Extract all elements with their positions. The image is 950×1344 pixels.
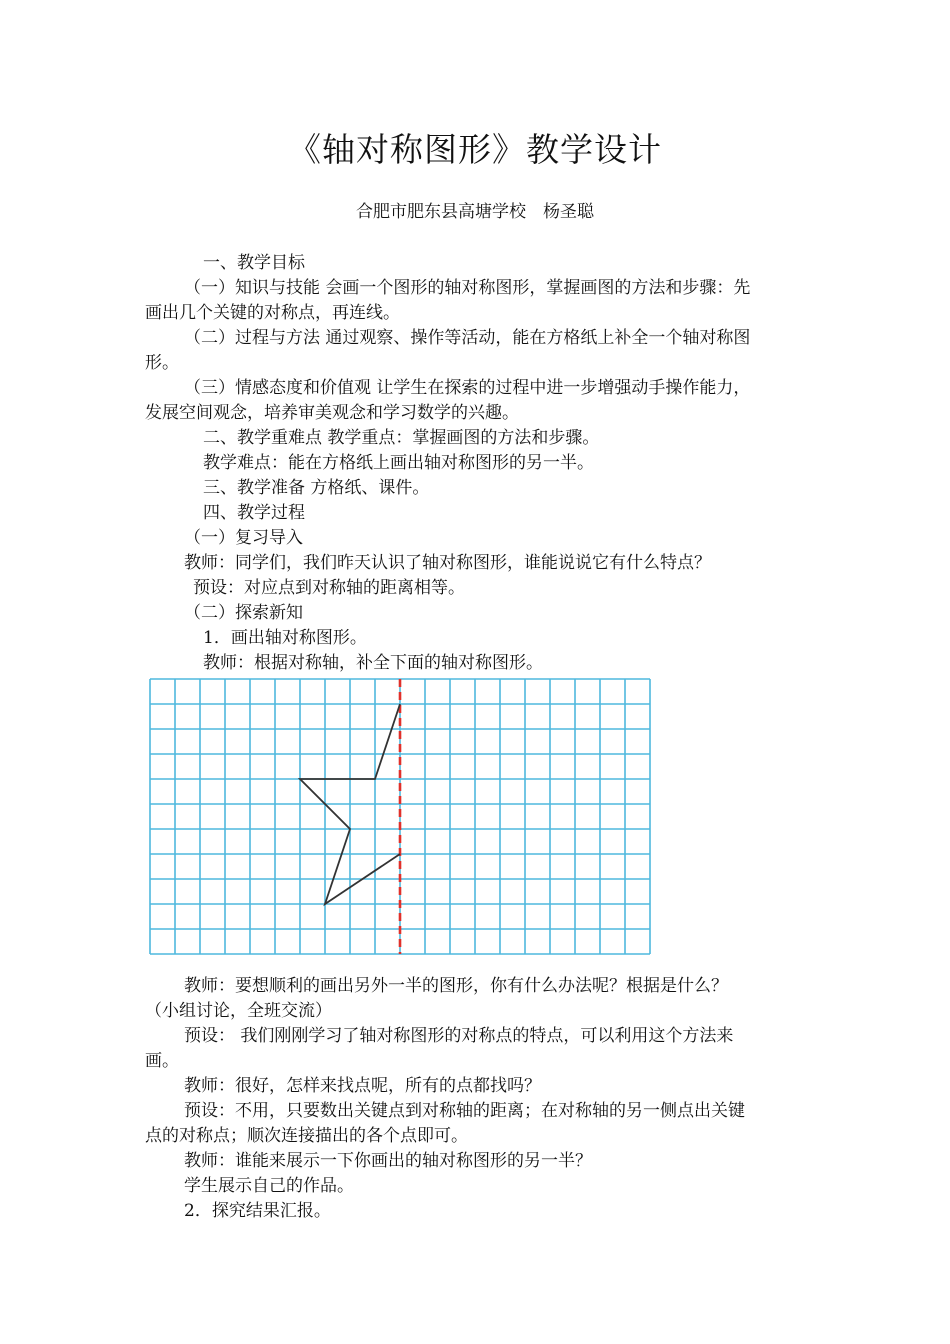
document-author: 合肥市肥东县高塘学校 杨圣聪	[356, 202, 594, 222]
text-line: （二）过程与方法 通过观察、操作等活动，能在方格纸上补全一个轴对称图	[184, 328, 751, 348]
text-line: （一）复习导入	[184, 528, 303, 548]
text-line: 二、教学重难点 教学重点：掌握画图的方法和步骤。	[203, 428, 600, 448]
text-line: 形。	[145, 353, 179, 373]
text-line: 1．画出轴对称图形。	[203, 628, 367, 648]
text-line: 预设： 我们刚刚学习了轴对称图形的对称点的特点，可以利用这个方法来	[184, 1026, 734, 1046]
text-line: 一、教学目标	[203, 253, 305, 273]
text-line: 教师：要想顺利的画出另外一半的图形，你有什么办法呢？根据是什么？	[184, 976, 728, 996]
text-line: （一）知识与技能 会画一个图形的轴对称图形，掌握画图的方法和步骤：先	[184, 278, 751, 298]
text-line: （三）情感态度和价值观 让学生在探索的过程中进一步增强动手操作能力，	[184, 378, 751, 398]
text-line: 画出几个关键的对称点，再连线。	[145, 303, 400, 323]
text-line: 教师：很好，怎样来找点呢，所有的点都找吗？	[184, 1076, 541, 1096]
document-title: 《轴对称图形》教学设计	[288, 130, 662, 169]
text-line: 2．探究结果汇报。	[184, 1201, 331, 1221]
grid-svg	[149, 678, 651, 956]
text-line: 三、教学准备 方格纸、课件。	[203, 478, 430, 498]
grid-figure	[149, 678, 651, 956]
text-line: 四、教学过程	[203, 503, 305, 523]
text-line: 教师：谁能来展示一下你画出的轴对称图形的另一半？	[184, 1151, 592, 1171]
text-line: 预设：对应点到对称轴的距离相等。	[193, 578, 465, 598]
text-line: 教师：根据对称轴，补全下面的轴对称图形。	[203, 653, 543, 673]
text-line: 预设：不用，只要数出关键点到对称轴的距离；在对称轴的另一侧点出关键	[184, 1101, 745, 1121]
text-line: （小组讨论，全班交流）	[145, 1001, 332, 1021]
text-line: 发展空间观念，培养审美观念和学习数学的兴趣。	[145, 403, 519, 423]
text-line: 教学难点：能在方格纸上画出轴对称图形的另一半。	[203, 453, 594, 473]
text-line: （二）探索新知	[184, 603, 303, 623]
text-line: 画。	[145, 1051, 179, 1071]
text-line: 教师：同学们，我们昨天认识了轴对称图形，谁能说说它有什么特点？	[184, 553, 711, 573]
text-line: 学生展示自己的作品。	[184, 1176, 354, 1196]
text-line: 点的对称点；顺次连接描出的各个点即可。	[145, 1126, 468, 1146]
